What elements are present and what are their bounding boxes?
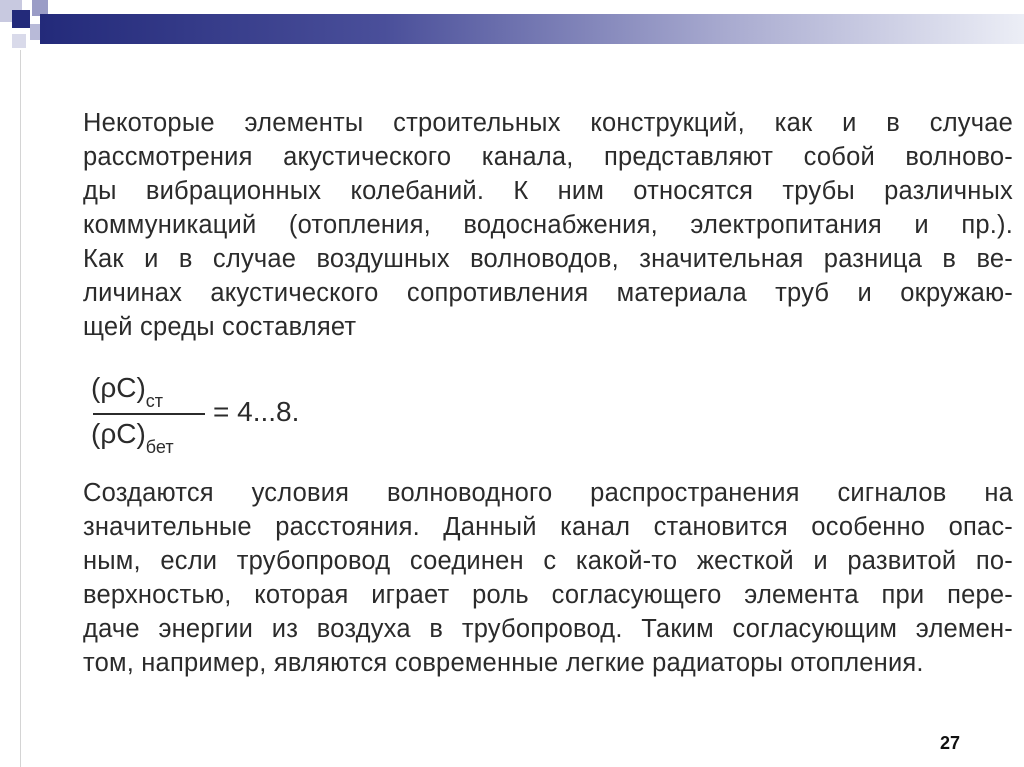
- numerator-subscript: ст: [145, 391, 164, 411]
- text-line: рассмотрения акустического канала, представляют собой волново-: [83, 143, 1013, 171]
- formula-denominator: [91, 418, 174, 457]
- paragraph-1: [83, 106, 1013, 344]
- text-line: Как и в случае воздушных волноводов, значительная разница в ве-: [83, 245, 1013, 273]
- formula-numerator: [91, 372, 164, 411]
- text-line: верхностью, которая играет роль согласующего элемента при пере-: [83, 581, 1013, 609]
- denominator-text: (ρC): [91, 418, 146, 449]
- formula-result: = 4...8.: [213, 396, 300, 427]
- denominator-subscript: бет: [145, 437, 174, 457]
- fraction-bar: [93, 413, 205, 415]
- content-panel: [20, 50, 1013, 767]
- text-line: значительные расстояния. Данный канал становится особенно опас-: [83, 513, 1013, 541]
- text-line: Создаются условия волноводного распространения сигналов на: [83, 479, 1013, 507]
- text-line: даче энергии из воздуха в трубопровод. Таким согласующим элемен-: [83, 615, 1013, 643]
- text-line: Некоторые элементы строительных конструкций, как и в случае: [83, 109, 1013, 137]
- text-line: ным, если трубопровод соединен с какой-то жесткой и развитой по-: [83, 547, 1013, 575]
- text-line: ды вибрационных колебаний. К ним относятся трубы различных: [83, 177, 1013, 205]
- numerator-text: (ρC): [91, 372, 146, 403]
- page-number: 27: [940, 733, 961, 753]
- header-bar: [40, 14, 1024, 44]
- text-line: коммуникаций (отопления, водоснабжения, электропитания и пр.).: [83, 211, 1013, 239]
- text-line: личинах акустического сопротивления материала труб и окружаю-: [83, 279, 1013, 307]
- text-line: щей среды составляет: [83, 313, 357, 341]
- text-line: том, например, являются современные легкие радиаторы отопления.: [83, 649, 924, 677]
- paragraph-2: [83, 476, 1013, 680]
